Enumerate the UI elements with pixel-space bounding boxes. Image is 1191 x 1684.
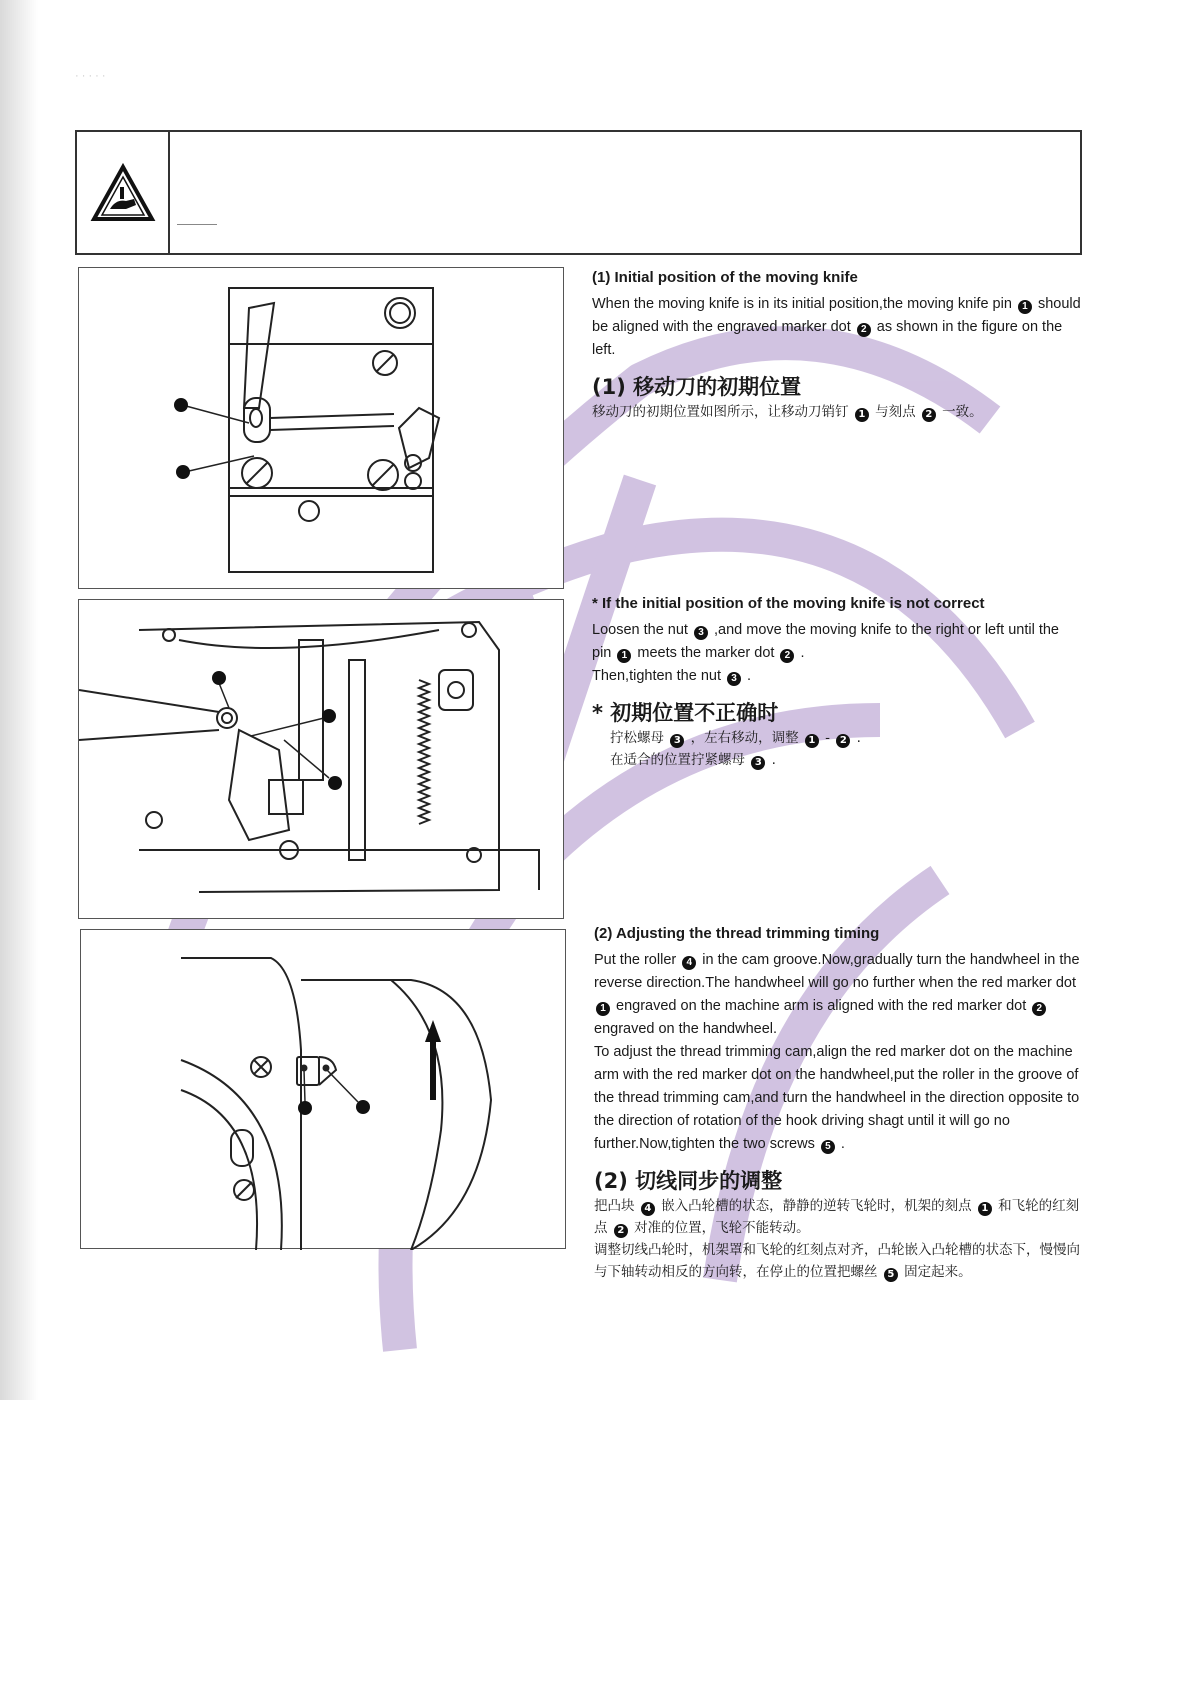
figure-nut-adjustment xyxy=(78,599,564,919)
marker-1-icon: 1 xyxy=(805,734,819,748)
marker-2-icon: 2 xyxy=(836,734,850,748)
figure1-callout-1 xyxy=(174,398,249,423)
marker-3-icon: 3 xyxy=(670,734,684,748)
section2-title-en: * If the initial position of the moving knife is not correct xyxy=(592,595,985,612)
marker-4-icon: 4 xyxy=(682,956,696,970)
section3-body-cn: 把凸块 4 嵌入凸轮槽的状态，静静的逆转飞轮时，机架的刻点 1 和飞轮的红刻点 2 对准的位置，飞轮不能转动。 调整切线凸轮时，机架罩和飞轮的红刻点对齐，凸轮嵌入凸轮槽的状态下，慢慢向与下轴转动相反的方向转，在停止的位置把螺丝 5 固定起来。 xyxy=(594,1198,1080,1280)
marker-1-icon: 1 xyxy=(596,1002,610,1016)
marker-5-icon: 5 xyxy=(821,1140,835,1154)
faint-header-mark: · · · · · xyxy=(75,70,106,82)
section1-body-cn: 移动刀的初期位置如图所示，让移动刀销钉 1 与刻点 2 一致。 xyxy=(592,404,983,420)
section1-body-en: When the moving knife is in its initial position,the moving knife pin 1 should be aligned with the engraved marker dot 2 as shown in the figure on the left. xyxy=(592,296,1081,358)
marker-3-icon: 3 xyxy=(751,756,765,770)
section1-title-cn: (1) 移动刀的初期位置 xyxy=(592,375,802,399)
section2-body-cn-line1: 拧松螺母 3 ，左右移动，调整 1 - 2 . xyxy=(610,730,861,746)
figure-moving-knife-initial xyxy=(78,267,564,589)
section2-body-cn-line2: 在适合的位置拧紧螺母 3 . xyxy=(610,752,776,768)
section-initial-position xyxy=(592,266,1082,423)
figure-handwheel-markers xyxy=(80,929,566,1249)
marker-1-icon: 1 xyxy=(978,1202,992,1216)
marker-4-icon: 4 xyxy=(641,1202,655,1216)
figure2-callout-3 xyxy=(212,671,229,708)
section3-body-en: Put the roller 4 in the cam groove.Now,gradually turn the handwheel in the reverse direction.The handwheel will go no further when the red marker dot 1 engraved on the machine arm is aligned with the red marker dot 2 engraved on the handwheel. To adjust the thread trimming cam,align the red marker dot on the machine arm with the red marker dot on the handwheel,put the roller in the groove of the thread trimming cam,and turn the handwheel in the direction opposite to the direction of rotation of the hook driving shagt until it will go no further.Now,tighten the two screws 5 . xyxy=(594,952,1080,1152)
marker-5-icon: 5 xyxy=(884,1268,898,1282)
warning-box xyxy=(75,130,1082,255)
figure2-callout-5 xyxy=(284,740,342,790)
section-trimming-timing xyxy=(594,922,1084,1283)
section2-title-cn: * 初期位置不正确时 xyxy=(592,701,779,725)
section3-title-en: (2) Adjusting the thread trimming timing xyxy=(594,925,880,942)
section-incorrect-position xyxy=(592,592,1082,771)
figure3-callout-2 xyxy=(327,1070,370,1114)
marker-1-icon: 1 xyxy=(1018,300,1032,314)
marker-1-icon: 1 xyxy=(617,649,631,663)
section1-title-en: (1) Initial position of the moving knife xyxy=(592,269,858,286)
marker-1-icon: 1 xyxy=(855,408,869,422)
marker-2-icon: 2 xyxy=(1032,1002,1046,1016)
section2-body-en: Loosen the nut 3 ,and move the moving knife to the right or left until the pin 1 meets the marker dot 2 . Then,tighten the nut 3 . xyxy=(592,622,1059,684)
marker-2-icon: 2 xyxy=(614,1224,628,1238)
warning-icon-cell xyxy=(77,132,170,253)
marker-2-icon: 2 xyxy=(857,323,871,337)
section3-title-cn: (2) 切线同步的调整 xyxy=(594,1169,783,1193)
marker-3-icon: 3 xyxy=(694,626,708,640)
marker-2-icon: 2 xyxy=(922,408,936,422)
page-edge-shadow xyxy=(0,0,38,1400)
marker-3-icon: 3 xyxy=(727,672,741,686)
hand-crush-warning-icon xyxy=(90,163,156,223)
warning-text-underline xyxy=(177,224,217,225)
marker-2-icon: 2 xyxy=(780,649,794,663)
